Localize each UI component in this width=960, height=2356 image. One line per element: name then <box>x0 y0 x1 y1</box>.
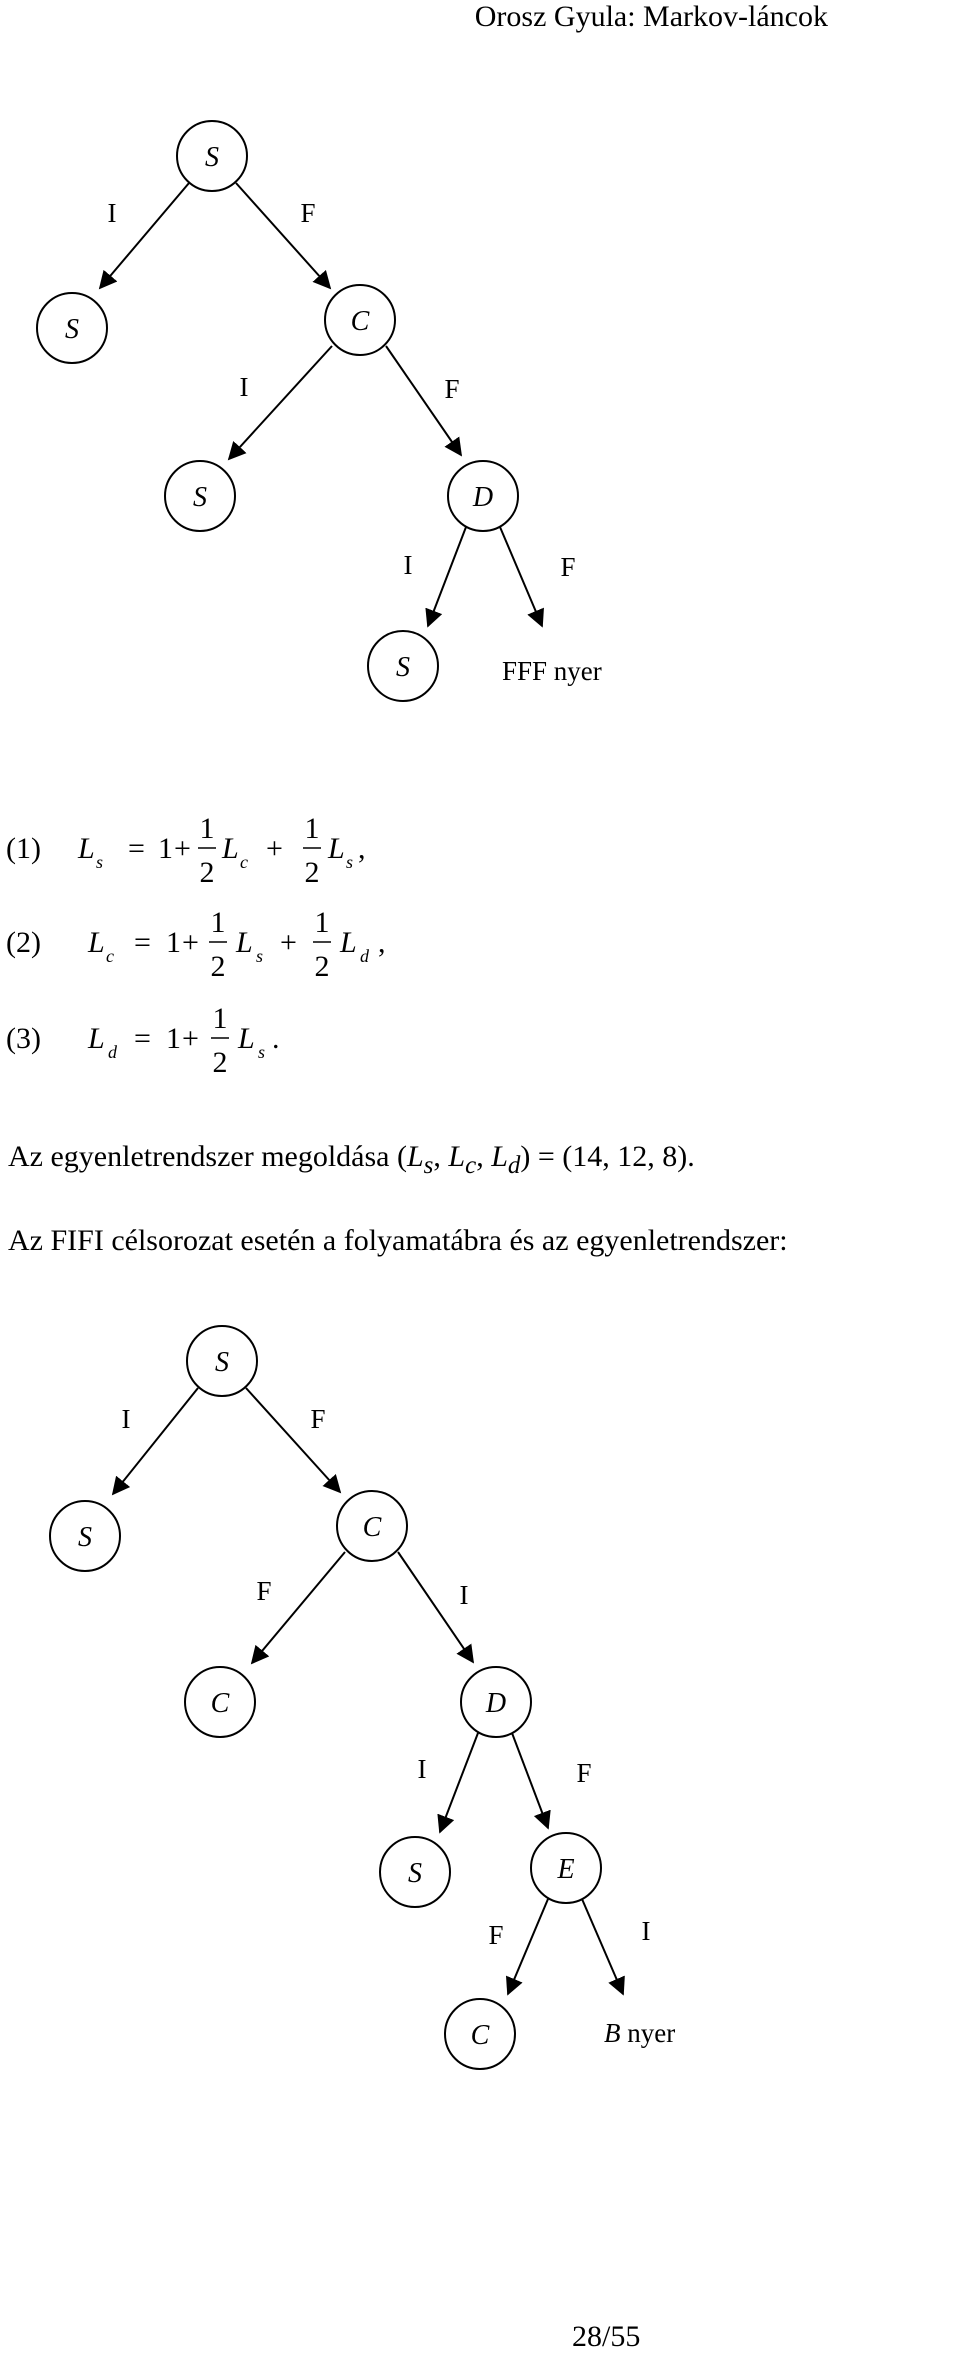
equation-1-lhs: L <box>78 832 95 865</box>
equation-2-term1: L <box>236 926 253 959</box>
tree2-node-c2-label: C <box>210 1688 230 1719</box>
tree2-node-s2-label: S <box>408 1858 422 1889</box>
tree2-edge-label-f6: F <box>576 1758 592 1788</box>
tree1-edge-d1-outcome <box>500 527 542 626</box>
equation-2 <box>6 906 386 983</box>
equation-1-plus1: + <box>174 832 191 865</box>
tree2-edge-label-f2: F <box>310 1404 326 1434</box>
tree2-intro-sentence: Az FIFI célsorozat esetén a folyamatábra és az egyenletrendszer: <box>8 1224 788 1257</box>
tree2-edge-d1-s2 <box>440 1733 478 1832</box>
equation-3-one: 1 <box>166 1022 181 1055</box>
equation-3-frac-num: 1 <box>212 1002 228 1035</box>
equation-1-plus2: + <box>266 832 283 865</box>
equation-3 <box>6 1002 280 1079</box>
equation-1-term1-sub: c <box>240 852 248 872</box>
equation-2-one: 1 <box>166 926 181 959</box>
equation-2-number: (2) <box>6 926 41 959</box>
tree2-diagram <box>0 1300 960 2080</box>
tree1-diagram <box>0 100 960 720</box>
tree2-node-c1-label: C <box>362 1512 382 1543</box>
equation-2-frac2-num: 1 <box>314 906 330 939</box>
equation-2-lhs: L <box>88 926 105 959</box>
equation-2-plus1: + <box>182 926 199 959</box>
equation-1-number: (1) <box>6 832 41 865</box>
page-header-title: Orosz Gyula: Markov-láncok <box>474 0 828 33</box>
tree1-node-root-label: S <box>205 142 219 173</box>
equation-1-equals: = <box>128 832 145 865</box>
equation-1 <box>6 812 366 889</box>
equation-1-term2: L <box>328 832 345 865</box>
equation-2-plus2: + <box>280 926 297 959</box>
equation-3-equals: = <box>134 1022 151 1055</box>
solution-sentence: Az egyenletrendszer megoldása ($L_s$, $L_c$, $L_d) = (14$, 12, 8). <box>8 1140 695 1179</box>
equation-1-frac2-den: 2 <box>304 856 320 889</box>
equation-3-term1-sub: s <box>258 1042 266 1062</box>
equation-3-plus: + <box>182 1022 199 1055</box>
tree1-node-s1-label: S <box>65 314 79 345</box>
tree1-node-c1-label: C <box>350 306 370 337</box>
tree2-outcome-var: B <box>604 2018 621 2048</box>
equation-3-term1: L <box>238 1022 255 1055</box>
equation-1-term1: L <box>222 832 239 865</box>
equation-2-term2-sub: d <box>360 946 369 966</box>
tree2-edge-root-c1 <box>246 1388 340 1492</box>
tree2-outcome-label <box>604 2018 675 2048</box>
equation-3-lhs: L <box>88 1022 105 1055</box>
equation-1-frac1-den: 2 <box>199 856 215 889</box>
tree2-edge-label-f8: I <box>641 1916 651 1946</box>
equation-1-frac2-num: 1 <box>304 812 320 845</box>
equation-2-frac1-den: 2 <box>210 950 226 983</box>
tree1-edge-c1-s2 <box>229 346 332 459</box>
tree2-edge-label-f4: I <box>459 1580 469 1610</box>
tree2-node-e1-label: E <box>557 1854 575 1885</box>
equation-1-end: , <box>358 832 366 865</box>
tree2-node-d1-label: D <box>485 1688 507 1719</box>
equation-3-lhs-sub: d <box>108 1042 117 1062</box>
tree2-edge-d1-e1 <box>512 1733 548 1828</box>
equation-2-frac2-den: 2 <box>314 950 330 983</box>
equation-2-lhs-sub: c <box>106 946 114 966</box>
tree2-edge-label-f5: I <box>417 1754 427 1784</box>
tree2-edge-e1-c3 <box>508 1899 548 1994</box>
tree1-node-s3-label: S <box>396 652 410 683</box>
tree1-node-s2-label: S <box>193 482 207 513</box>
tree2-node-c3-label: C <box>470 2020 490 2051</box>
equation-2-term2: L <box>340 926 357 959</box>
equation-system-1 <box>0 800 960 1100</box>
tree1-edge-label-e1: I <box>107 198 117 228</box>
equation-2-frac1-num: 1 <box>210 906 226 939</box>
tree1-edge-root-c1 <box>236 183 330 288</box>
tree2-node-root-label: S <box>215 1347 229 1378</box>
tree1-edge-d1-s3 <box>428 527 466 626</box>
tree2-edge-label-f3: F <box>256 1576 272 1606</box>
tree1-edge-label-e3: I <box>239 372 249 402</box>
tree2-edge-c1-c2 <box>252 1552 345 1663</box>
tree1-edge-label-e5: I <box>403 550 413 580</box>
equation-1-one: 1 <box>158 832 173 865</box>
tree1-node-d1-label: D <box>472 482 494 513</box>
tree1-edge-label-e4: F <box>444 374 460 404</box>
tree1-edge-label-e2: F <box>300 198 316 228</box>
equation-1-lhs-sub: s <box>96 852 104 872</box>
equation-3-frac-den: 2 <box>212 1046 228 1079</box>
tree1-edge-label-e6: F <box>560 552 576 582</box>
equation-2-end: , <box>378 926 386 959</box>
tree2-outcome-text: nyer <box>620 2018 676 2048</box>
tree2-edge-e1-outcome <box>582 1899 623 1994</box>
tree1-outcome-label: FFF nyer <box>502 656 602 686</box>
page-number: 28/55 <box>572 2320 641 2353</box>
tree2-node-s1-label: S <box>78 1522 92 1553</box>
equation-3-number: (3) <box>6 1022 41 1055</box>
tree2-edge-label-f1: I <box>121 1404 131 1434</box>
tree2-edge-label-f7: F <box>488 1920 504 1950</box>
equation-1-term2-sub: s <box>346 852 354 872</box>
equation-3-end: . <box>272 1022 280 1055</box>
equation-2-equals: = <box>134 926 151 959</box>
equation-2-term1-sub: s <box>256 946 264 966</box>
equation-1-frac1-num: 1 <box>199 812 215 845</box>
